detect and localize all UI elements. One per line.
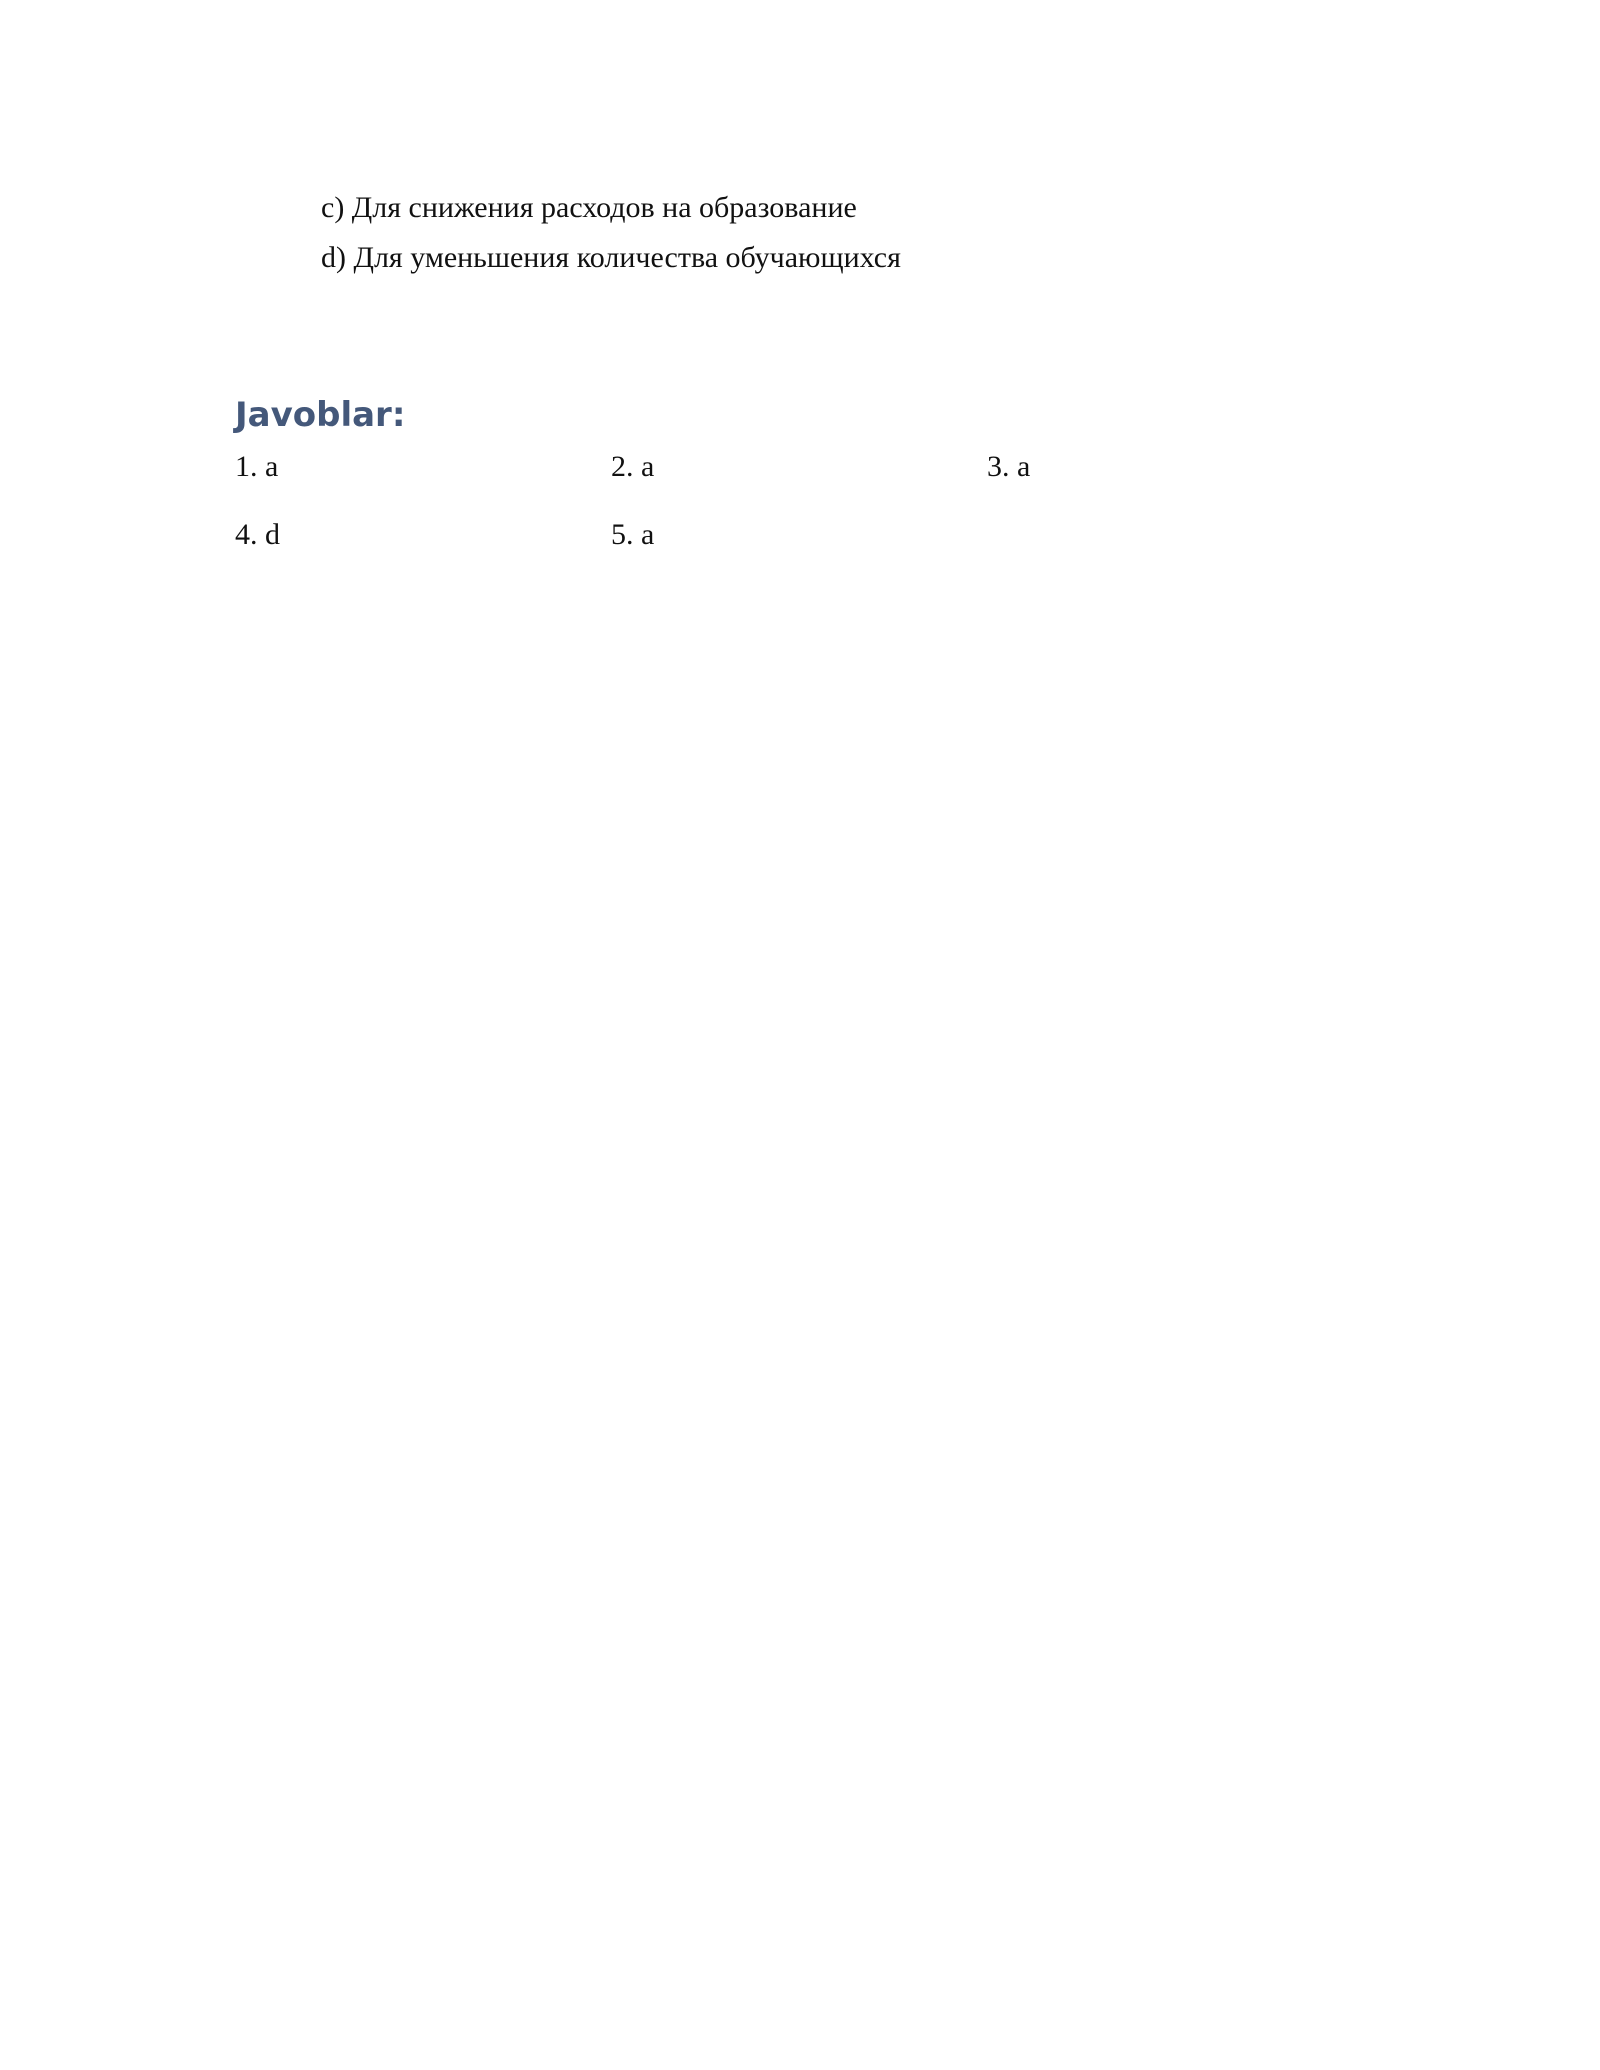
answer-item-4: 4. d — [235, 518, 280, 551]
answer-item-2: 2. a — [611, 450, 655, 483]
option-d: d) Для уменьшения количества обучающихся — [321, 241, 901, 274]
answer-item-1: 1. a — [235, 450, 279, 483]
option-c: c) Для снижения расходов на образование — [321, 191, 857, 224]
answer-key — [235, 449, 1365, 585]
answers-heading: Javoblar: — [235, 395, 406, 435]
answer-item-5: 5. a — [611, 518, 655, 551]
answer-item-3: 3. a — [987, 450, 1031, 483]
